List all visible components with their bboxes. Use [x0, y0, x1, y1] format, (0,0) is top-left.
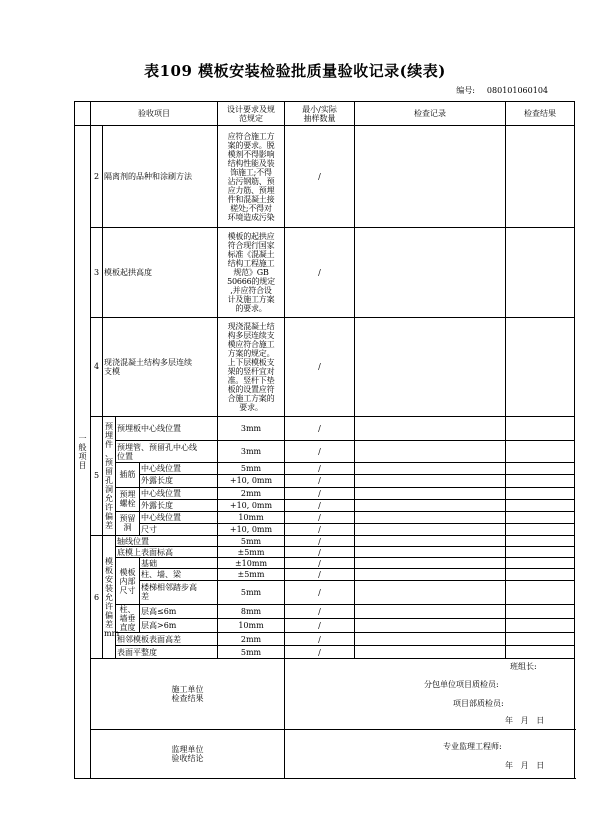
- item5-r3-label: 中心线位置: [140, 463, 218, 475]
- item5-r3-sample: /: [285, 463, 355, 475]
- item6-r1-result[interactable]: [506, 536, 575, 547]
- supervision-unit-signatures[interactable]: [285, 730, 575, 779]
- team-leader-label: 班组长:: [510, 662, 537, 672]
- supervision-date: 年 月 日: [505, 761, 545, 771]
- item6-r1-sample: /: [285, 536, 355, 547]
- item5-r8-record[interactable]: [355, 523, 506, 535]
- item5-r2-label: 预埋管、预留孔中心线 位置: [116, 440, 218, 462]
- item5-r5-result[interactable]: [506, 487, 575, 499]
- table-row-item5-1: [75, 416, 575, 440]
- item5-r6-record[interactable]: [355, 499, 506, 511]
- item6-r4-result[interactable]: [506, 569, 575, 580]
- header-item: 验收项目: [91, 102, 218, 126]
- document-title: 表109 模板安装检验批质量验收记录(续表): [144, 62, 446, 80]
- item6-r7-result[interactable]: [506, 619, 575, 633]
- item6-sub-vertical: 柱、 墙垂 直度: [116, 604, 140, 632]
- table-row-item6-2: [75, 547, 575, 558]
- table-row-item5-5: [75, 487, 575, 499]
- item5-r8-label: 尺寸: [140, 523, 218, 535]
- item6-r6-sample: /: [285, 604, 355, 618]
- item6-r8-result[interactable]: [506, 633, 575, 646]
- table-row-item5-3: [75, 463, 575, 475]
- header-record: 检查记录: [355, 102, 506, 126]
- table-row-item5-6: [75, 499, 575, 511]
- item3-number: 3: [91, 228, 103, 317]
- supervision-unit-row: [75, 730, 575, 779]
- item6-r4-record[interactable]: [355, 569, 506, 580]
- item2-number: 2: [91, 126, 103, 228]
- item5-r4-value: +10, 0mm: [218, 475, 285, 487]
- item5-r6-value: +10, 0mm: [218, 499, 285, 511]
- item6-r8-sample: /: [285, 633, 355, 646]
- item6-r2-record[interactable]: [355, 547, 506, 558]
- table-row-item5-4: [75, 475, 575, 487]
- item5-r7-record[interactable]: [355, 511, 506, 523]
- item6-r8-record[interactable]: [355, 633, 506, 646]
- item6-r2-label: 底模上表面标高: [116, 547, 218, 558]
- item6-r3-record[interactable]: [355, 558, 506, 569]
- item3-name: 模板起拱高度: [103, 228, 218, 317]
- supervision-unit-label: 监理单位 验收结论: [91, 730, 285, 779]
- item6-r7-label: 层高>6m: [140, 619, 218, 633]
- item5-r6-result[interactable]: [506, 499, 575, 511]
- item6-r3-label: 基础: [140, 558, 218, 569]
- supervisor-label: 专业监理工程师:: [443, 742, 502, 752]
- item2-sample: /: [285, 126, 355, 228]
- item6-r9-record[interactable]: [355, 646, 506, 659]
- table-row-item5-7: [75, 511, 575, 523]
- item5-r5-record[interactable]: [355, 487, 506, 499]
- item5-r7-label: 中心线位置: [140, 511, 218, 523]
- item6-r8-value: 2mm: [218, 633, 285, 646]
- item5-r6-label: 外露长度: [140, 499, 218, 511]
- item6-r9-value: 5mm: [218, 646, 285, 659]
- item5-r2-sample: /: [285, 440, 355, 462]
- code-label: 编号:: [456, 86, 475, 95]
- item5-r1-sample: /: [285, 416, 355, 440]
- table-row-item6-1: [75, 536, 575, 547]
- item5-sub-hole: 预留 洞: [116, 511, 140, 535]
- item6-r5-record[interactable]: [355, 580, 506, 604]
- item4-record[interactable]: [355, 317, 506, 416]
- item6-r4-value: ±5mm: [218, 569, 285, 580]
- table-row-item6-5: [75, 580, 575, 604]
- table-row-item6-3: [75, 558, 575, 569]
- item6-number: 6: [91, 536, 103, 659]
- item5-r7-value: 10mm: [218, 511, 285, 523]
- item2-name: 隔离剂的品种和涂刷方法: [103, 126, 218, 228]
- item2-result[interactable]: [506, 126, 575, 228]
- item6-r4-sample: /: [285, 569, 355, 580]
- item6-r7-value: 10mm: [218, 619, 285, 633]
- item5-r1-label: 预埋板中心线位置: [116, 416, 218, 440]
- project-inspector-label: 项目部质检员:: [453, 699, 504, 709]
- table-row-item6-6: [75, 604, 575, 618]
- item5-r8-sample: /: [285, 523, 355, 535]
- item5-r4-record[interactable]: [355, 475, 506, 487]
- document-code: [456, 85, 548, 96]
- item5-r3-result[interactable]: [506, 463, 575, 475]
- item4-requirement: 现浇混凝土结 构多层连续支 模应符合施工 方案的规定。 上下层模板支 架的竖杆宜对 准。竖杆下垫 板的设置应符 合施工方案的 要求。: [218, 317, 285, 416]
- item6-r4-label: 柱、墙、梁: [140, 569, 218, 580]
- item6-r8-label: 相邻模板表面高差: [116, 633, 218, 646]
- item6-r9-sample: /: [285, 646, 355, 659]
- item5-sub-bolt: 预埋 螺栓: [116, 487, 140, 511]
- item6-r1-record[interactable]: [355, 536, 506, 547]
- item5-r8-result[interactable]: [506, 523, 575, 535]
- item5-r7-result[interactable]: [506, 511, 575, 523]
- item5-r3-record[interactable]: [355, 463, 506, 475]
- header-design: 设计要求及规 范规定: [218, 102, 285, 126]
- item6-r5-label: 楼梯相邻踏步高 差: [140, 580, 218, 604]
- table-row-item3: [75, 228, 575, 317]
- item6-r6-label: 层高≤6m: [140, 604, 218, 618]
- sub-inspector-label: 分包单位项目质检员:: [424, 680, 499, 690]
- item6-r6-value: 8mm: [218, 604, 285, 618]
- item5-r1-result[interactable]: [506, 416, 575, 440]
- item5-r4-sample: /: [285, 475, 355, 487]
- item3-requirement: 模板的起拱应 符合现行国家 标准《混凝土 结构工程施工 规范》GB 50666的规定 ,并应符合设 计及施工方案 的要求。: [218, 228, 285, 317]
- item6-r3-value: ±10mm: [218, 558, 285, 569]
- item5-r7-sample: /: [285, 511, 355, 523]
- table-row-item4: [75, 317, 575, 416]
- item6-r6-result[interactable]: [506, 604, 575, 618]
- item5-r1-value: 3mm: [218, 416, 285, 440]
- item5-number: 5: [91, 416, 103, 535]
- item5-r4-result[interactable]: [506, 475, 575, 487]
- general-items-label: 一 般 项 目: [75, 126, 91, 779]
- table-row-item5-2: [75, 440, 575, 462]
- item6-r5-sample: /: [285, 580, 355, 604]
- table-row-item6-7: [75, 619, 575, 633]
- item6-r3-sample: /: [285, 558, 355, 569]
- item6-r9-label: 表面平整度: [116, 646, 218, 659]
- item6-r5-value: 5mm: [218, 580, 285, 604]
- item4-sample: /: [285, 317, 355, 416]
- item5-r6-sample: /: [285, 499, 355, 511]
- item6-r5-result[interactable]: [506, 580, 575, 604]
- inspection-table: [74, 101, 575, 779]
- item5-r2-value: 3mm: [218, 440, 285, 462]
- item6-sub-internal: 模板 内部 尺寸: [116, 558, 140, 605]
- item5-r2-result[interactable]: [506, 440, 575, 462]
- item4-number: 4: [91, 317, 103, 416]
- item2-requirement: 应符合施工方 案的要求。脱 模剂不得影响 结构性能及装 饰施工;不得 沾污钢筋、预 应力筋、预埋 件和混凝土接 槎处;不得对 环境造成污染: [218, 126, 285, 228]
- header-blank: [75, 102, 91, 126]
- code-value: 080101060104: [486, 86, 548, 95]
- item4-name: 现浇混凝土结构多层连续 支模: [103, 317, 218, 416]
- item3-record[interactable]: [355, 228, 506, 317]
- table-row-item2: [75, 126, 575, 228]
- construction-unit-signatures[interactable]: [285, 659, 575, 730]
- item6-r2-value: ±5mm: [218, 547, 285, 558]
- table-row-item6-8: [75, 633, 575, 646]
- construction-unit-row: [75, 659, 575, 730]
- item6-r9-result[interactable]: [506, 646, 575, 659]
- item6-group-label: 模 板 安 装 允 许 偏 差 mm: [103, 536, 116, 659]
- construction-unit-label: 施工单位 检查结果: [91, 659, 285, 730]
- item6-r7-sample: /: [285, 619, 355, 633]
- construction-date: 年 月 日: [505, 716, 545, 726]
- item6-r1-value: 5mm: [218, 536, 285, 547]
- item6-r7-record[interactable]: [355, 619, 506, 633]
- item6-r3-result[interactable]: [506, 558, 575, 569]
- item6-r6-record[interactable]: [355, 604, 506, 618]
- item4-result[interactable]: [506, 317, 575, 416]
- item5-r3-value: 5mm: [218, 463, 285, 475]
- header-sample: 最小/实际 抽样数量: [285, 102, 355, 126]
- item5-r4-label: 外露长度: [140, 475, 218, 487]
- item5-r8-value: +10, 0mm: [218, 523, 285, 535]
- item5-r2-record[interactable]: [355, 440, 506, 462]
- item5-r5-sample: /: [285, 487, 355, 499]
- item5-r1-record[interactable]: [355, 416, 506, 440]
- item2-record[interactable]: [355, 126, 506, 228]
- item3-result[interactable]: [506, 228, 575, 317]
- item5-sub-rebar: 插筋: [116, 463, 140, 487]
- header-row: [75, 102, 575, 126]
- table-row-item5-8: [75, 523, 575, 535]
- item5-r5-label: 中心线位置: [140, 487, 218, 499]
- item3-sample: /: [285, 228, 355, 317]
- table-row-item6-4: [75, 569, 575, 580]
- item6-r1-label: 轴线位置: [116, 536, 218, 547]
- item6-r2-sample: /: [285, 547, 355, 558]
- table-row-item6-9: [75, 646, 575, 659]
- item5-group-label: 预 埋 件 、 预 留 孔 洞 允 许 偏 差: [103, 416, 116, 535]
- header-result: 检查结果: [506, 102, 575, 126]
- item6-r2-result[interactable]: [506, 547, 575, 558]
- item5-r5-value: 2mm: [218, 487, 285, 499]
